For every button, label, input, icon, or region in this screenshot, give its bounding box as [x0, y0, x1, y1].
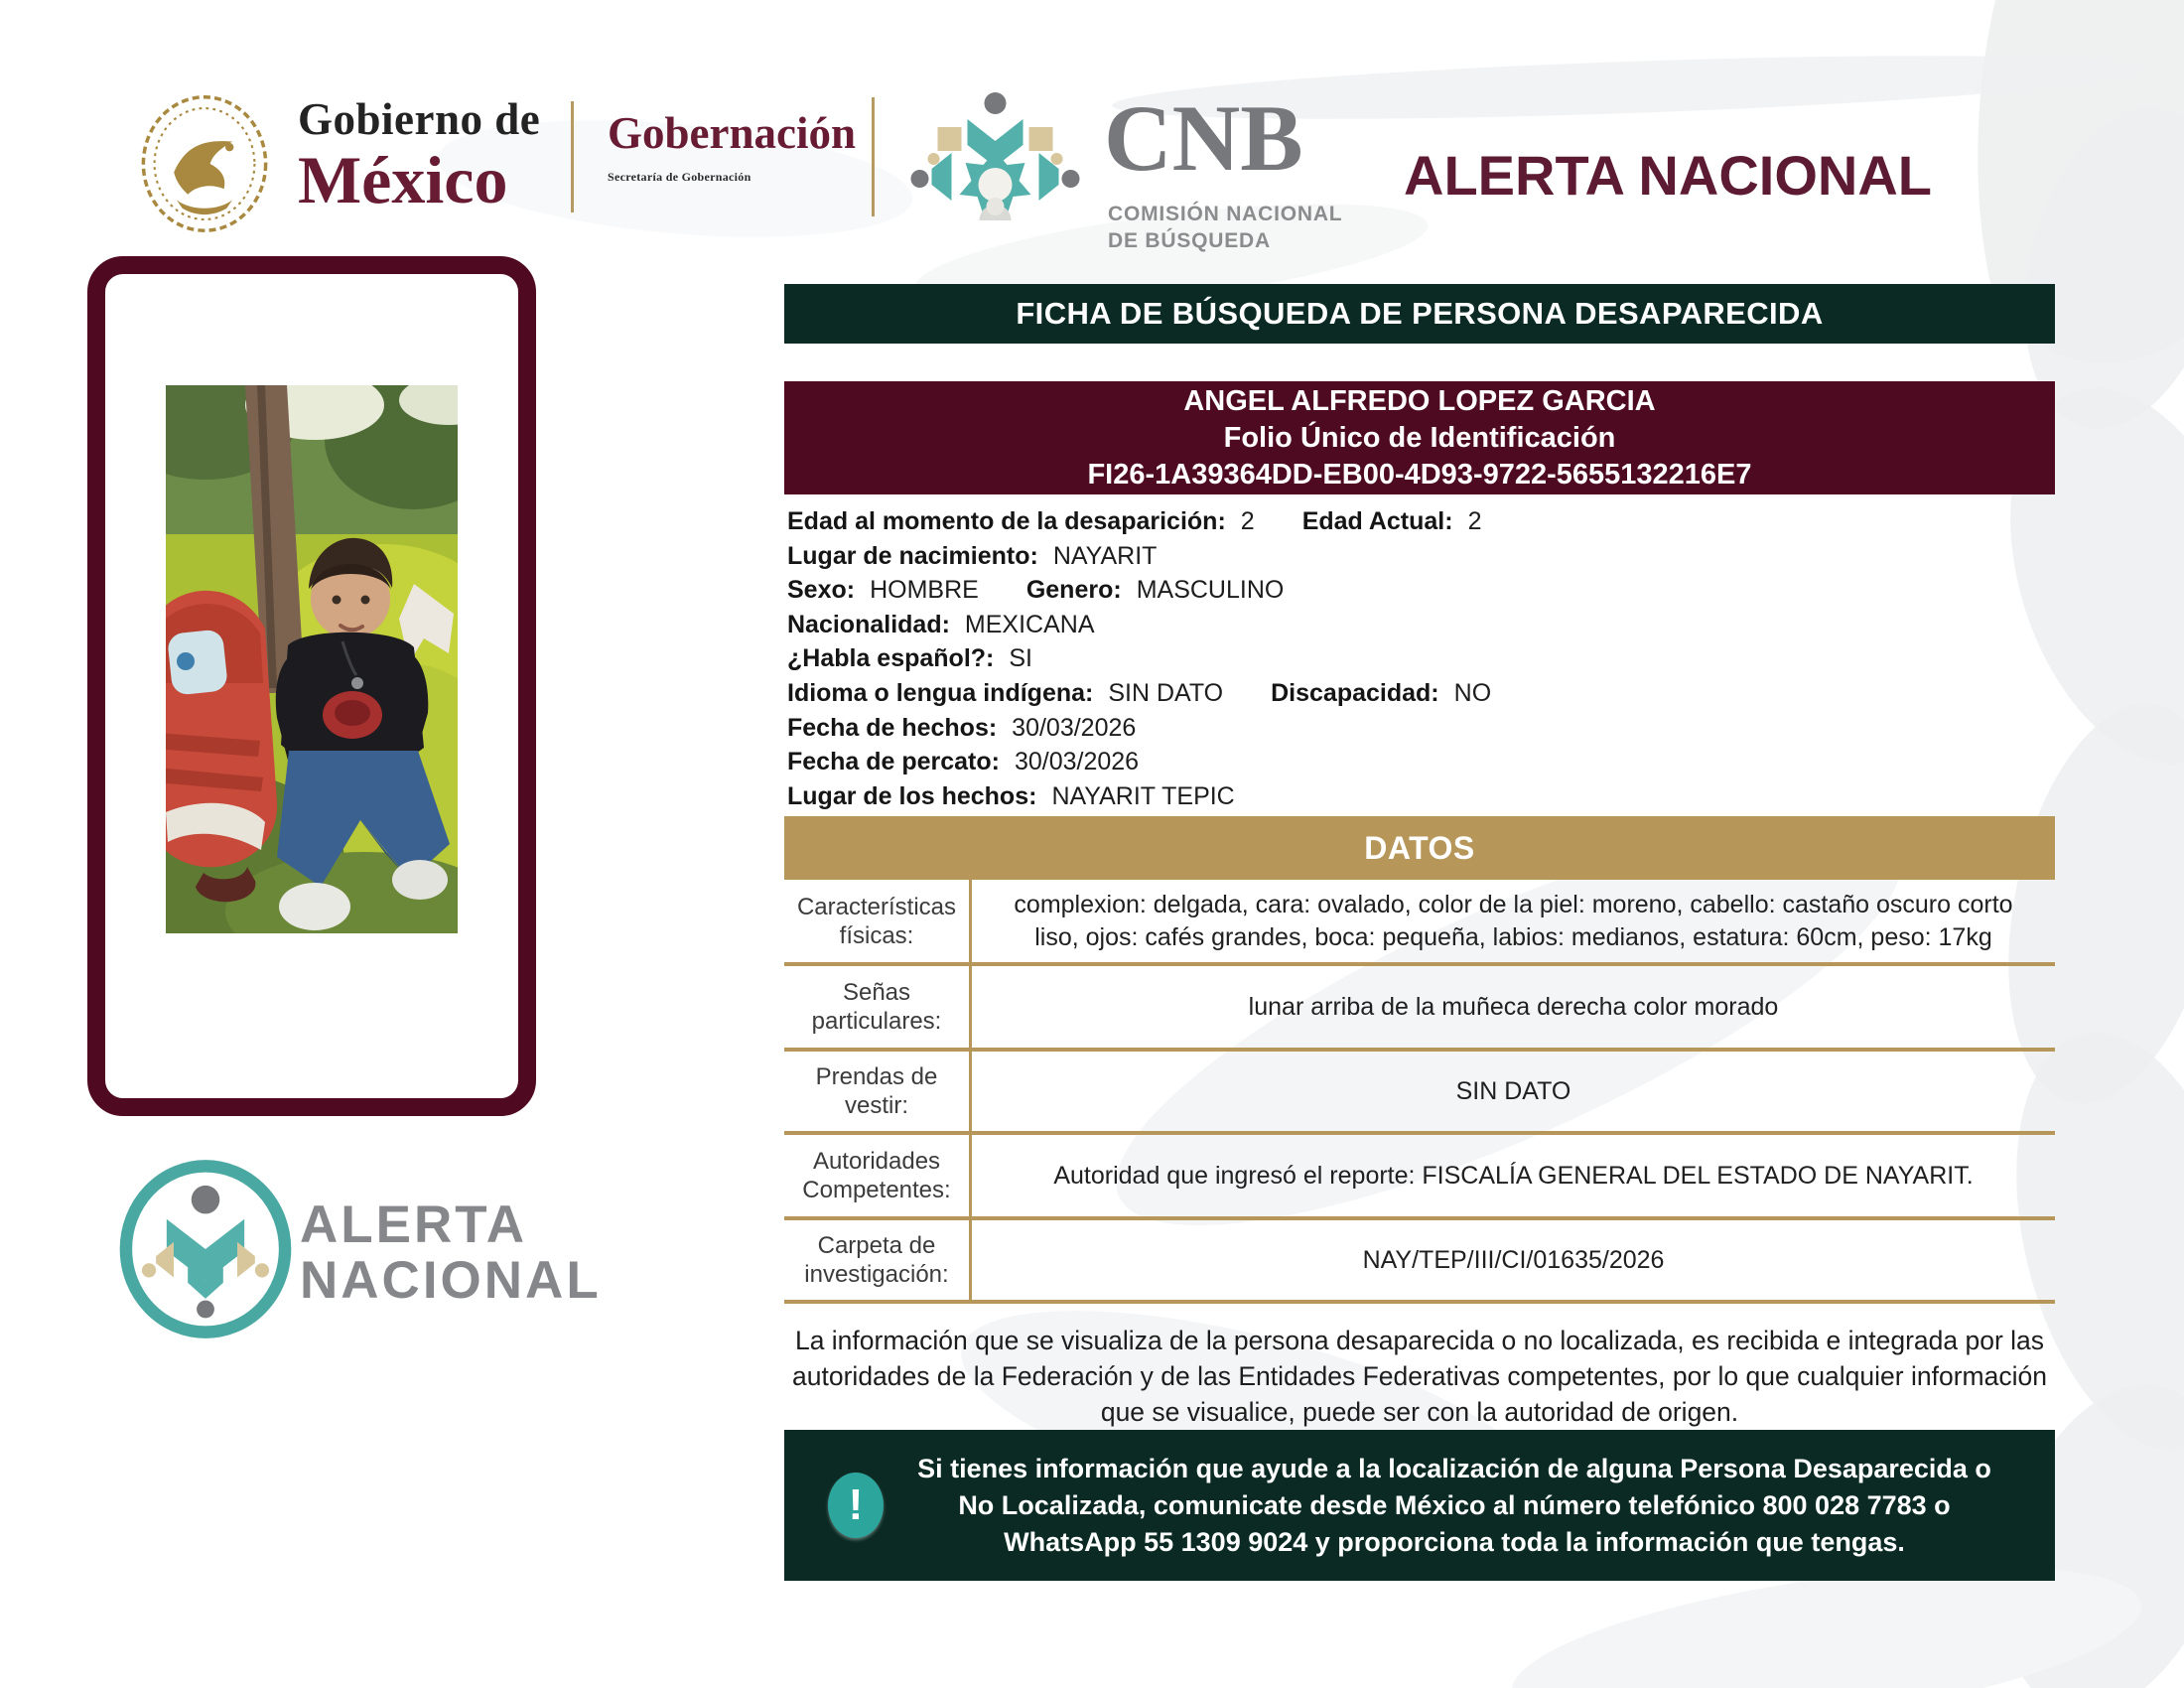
header-divider-2: [872, 97, 875, 216]
field-line: Lugar de nacimiento: NAYARIT: [787, 541, 1158, 570]
alerta-line2: NACIONAL: [300, 1251, 602, 1310]
person-fields: [787, 504, 2053, 813]
row-value: Autoridad que ingresó el reporte: FISCALÍA GENERAL DEL ESTADO DE NAYARIT.: [1053, 1161, 1974, 1190]
segob-title: Gobernación: [608, 108, 857, 158]
header-divider-1: [571, 101, 574, 212]
row-value: SIN DATO: [1455, 1076, 1571, 1105]
missing-person-photo: [166, 385, 458, 933]
datos-banner-text: DATOS: [1364, 829, 1475, 866]
cnb-full-name: [1108, 201, 1342, 254]
folio-label: Folio Único de Identificación: [1223, 421, 1616, 454]
row-label: Autoridades Competentes:: [784, 1135, 972, 1216]
cnb-name-line2: DE BÚSQUEDA: [1108, 229, 1271, 252]
table-row: [784, 1135, 2055, 1220]
disclaimer-text: La información que se visualiza de la persona desaparecida o no localizada, es recibida e integrada por las autoridades de la Federación y de las Entidades Federativas competentes, por lo que cualquier información que se visualice, puede ser con la autoridad de origen.: [792, 1326, 2047, 1427]
contact-notice: [784, 1430, 2055, 1581]
field-line: Edad al momento de la desaparición: 2 Edad Actual: 2: [787, 507, 1482, 535]
field-line: Fecha de percato: 30/03/2026: [787, 748, 1140, 776]
datos-table: [784, 880, 2055, 1304]
person-name-banner: [784, 381, 2055, 494]
table-row: [784, 1052, 2055, 1135]
alerta-line1: ALERTA: [300, 1196, 527, 1254]
table-row: [784, 880, 2055, 966]
person-name: ANGEL ALFREDO LOPEZ GARCIA: [1183, 384, 1656, 417]
row-label: Carpeta de investigación:: [784, 1220, 972, 1300]
cnb-name-line1: COMISIÓN NACIONAL: [1108, 203, 1343, 225]
field-line: Lugar de los hechos: NAYARIT TEPIC: [787, 781, 1235, 810]
page-title: ALERTA NACIONAL: [1404, 144, 1932, 207]
table-row: [784, 1220, 2055, 1304]
field-line: Idioma o lengua indígena: SIN DATO Discapacidad: NO: [787, 678, 1492, 707]
gobierno-line2: México: [298, 142, 508, 217]
row-label: Características físicas:: [784, 880, 972, 962]
alerta-nacional-wordmark: [300, 1197, 602, 1309]
ficha-banner-text: FICHA DE BÚSQUEDA DE PERSONA DESAPARECIDA: [1016, 296, 1824, 331]
folio-value: FI26-1A39364DD-EB00-4D93-9722-5655132216E7: [1087, 458, 1752, 491]
row-value: NAY/TEP/III/CI/01635/2026: [1362, 1245, 1665, 1274]
row-value: complexion: delgada, cara: ovalado, color de la piel: moreno, cabello: castaño oscuro corto liso, ojos: cafés grandes, boca: pequeña, labios: medianos, estatura: 60cm, peso: 17kg: [1014, 890, 2013, 951]
field-line: ¿Habla español?: SI: [787, 644, 1032, 673]
cnb-logo-icon: [893, 89, 1097, 238]
mexico-eagle-seal-icon: [121, 91, 288, 236]
gobierno-line1: Gobierno de: [298, 94, 541, 144]
gobierno-de-mexico-wordmark: [298, 94, 541, 217]
alerta-nacional-logo-icon: [117, 1158, 294, 1340]
field-line: Nacionalidad: MEXICANA: [787, 610, 1095, 638]
photo-frame: [87, 256, 536, 1116]
segob-subtitle: Secretaría de Gobernación: [608, 170, 751, 184]
datos-banner: [784, 816, 2055, 880]
cnb-acronym: CNB: [1104, 85, 1303, 191]
exclamation-icon: !: [828, 1473, 884, 1538]
row-value: lunar arriba de la muñeca derecha color morado: [1248, 992, 1779, 1021]
field-line: Sexo: HOMBRE Genero: MASCULINO: [787, 576, 1285, 605]
field-line: Fecha de hechos: 30/03/2026: [787, 713, 1137, 742]
row-label: Señas particulares:: [784, 966, 972, 1048]
contact-notice-text: Si tienes información que ayude a la localización de alguna Persona Desaparecida o No Localizada, comunicate desde México al número telefónico 800 028 7783 o WhatsApp 55 1309 9024 y proporciona toda la información que tengas.: [917, 1453, 1991, 1557]
segob-wordmark: [608, 108, 857, 185]
table-row: [784, 966, 2055, 1052]
row-label: Prendas de vestir:: [784, 1052, 972, 1131]
ficha-banner: [784, 284, 2055, 344]
